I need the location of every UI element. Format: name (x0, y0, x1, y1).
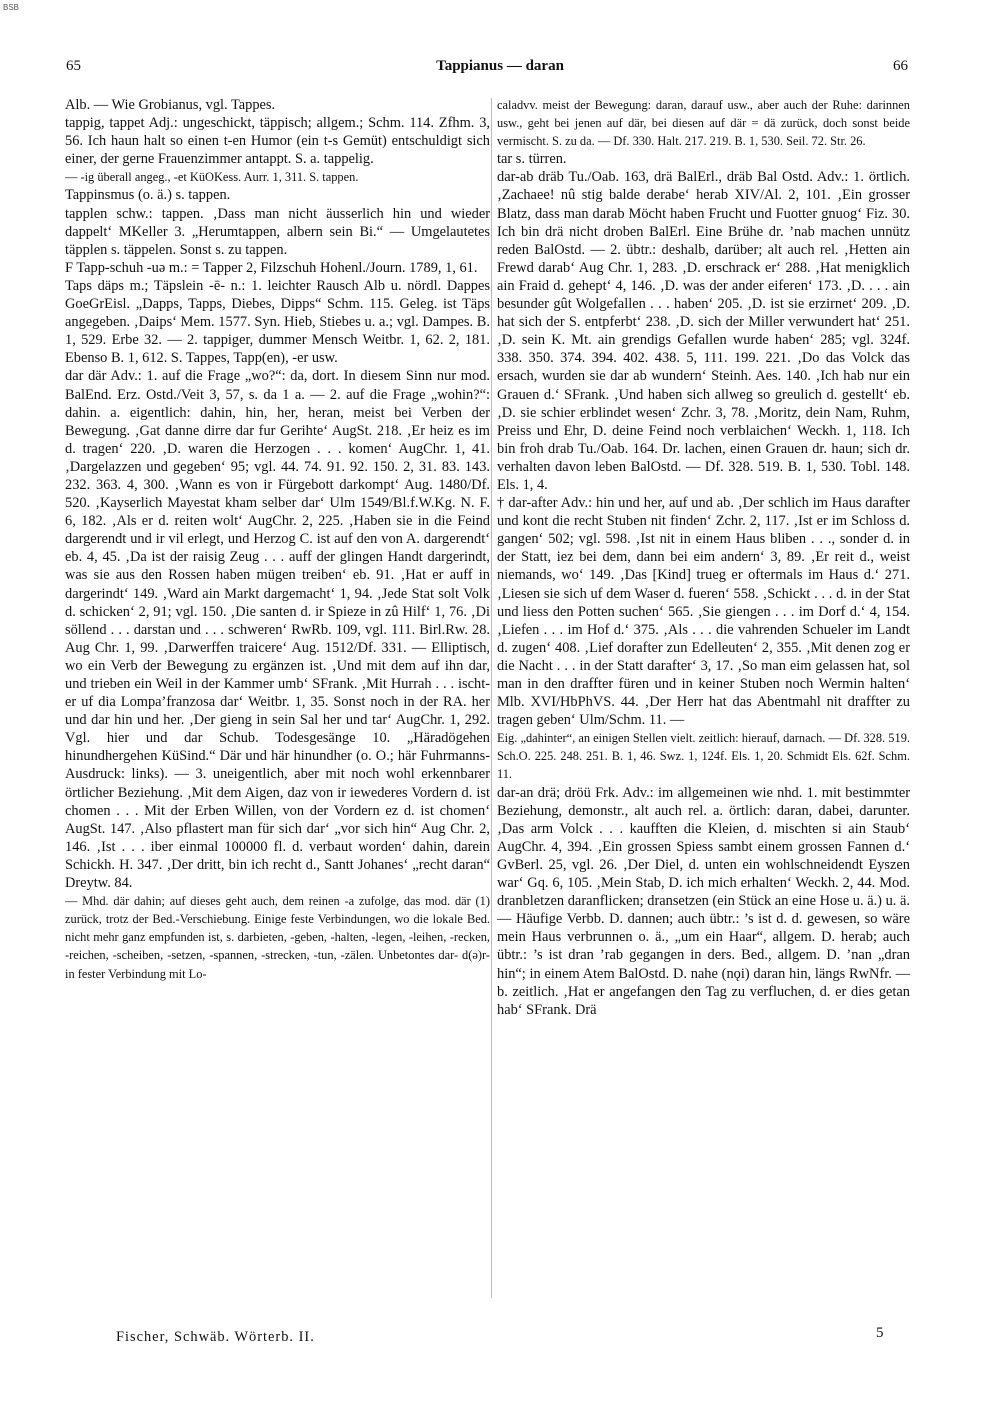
dictionary-entry: † dar-after Adv.: hin und her, auf und ab. ‚Der schlich im Haus darafter und kont die recht Stuben nit finden‘ Zchr. 2, 117. ‚Ist er im Schloss d. gangen‘ 502; vgl. 598. ‚Ist nit in einem Haus bliben . . ., sonder d. in der Statt, iez bei dem, dann bei eim andern‘ 3, 89. ‚Er reit d., weist niemands, wo‘ 149. ‚Das [Kind] trueg er oftermals im Haus d.‘ 271. ‚Liesen sie sich uf dem Waser d. fueren‘ 558. ‚Schickt . . . d. in der Stat und liess den Potten suchen‘ 565. ‚Sie giengen . . . im Dorf d.‘ 4, 154. ‚Liefen . . . im Hof d.‘ 375. ‚Als . . . die vahrenden Schueler im Landt d. zugen‘ 408. ‚Lief dorafter zun Edelleuten‘ 2, 355. ‚Mit denen zog er die Nacht . . . in der Statt darafter‘ 3, 17. ‚So man eim gelassen hat, sol man in den draffter füren und in keiner Stuben noch Wermin halten‘ Mlb. XVI/HbPhVS. 44. ‚Der Herr hat das Abentmahl nit draffter zu tragen geben‘ Ulm/Schm. 11. — (497, 495, 910, 729)
library-mark: BSB (3, 3, 20, 12)
signature-mark: 5 (876, 1325, 884, 1341)
column-divider (491, 98, 492, 1298)
dictionary-entry: — -ig überall angeg., -et KüOKess. Aurr. 1, 311. S. tappen. (65, 170, 359, 185)
page-number-left: 65 (66, 58, 81, 74)
dictionary-entry: caladvv. meist der Bewegung: daran, darauf usw., aber auch der Ruhe: darinnen usw., geht bei jenen auf där, bei diesen auf där = dä zurück, doch sonst beide vermischt. S. zu da. — Df. 330. Halt. 217. 219. B. 1, 530. Seil. 72. Str. 26. (497, 98, 910, 149)
left-column (65, 96, 490, 983)
page-number-right: 66 (893, 58, 908, 74)
dictionary-entry: tar s. türren. (497, 151, 567, 168)
dictionary-entry: — Mhd. där dahin; auf dieses geht auch, dem reinen -a zufolge, das mod. där (1) zurück, trotz der Bed.-Verschiebung. Einige feste Verbindungen, wo die lokale Bed. nicht mehr ganz empfunden ist, s. darbieten, -geben, -halten, -legen, -leihen, -recken, -reichen, -scheiben, -setzen, -spannen, -strecken, -tun, -zälen. Unbetontes dar- d(ə)r- in fester Verbindung mit Lo- (65, 894, 490, 981)
dictionary-entry: Alb. — Wie Grobianus, vgl. Tappes. (65, 97, 276, 113)
running-title: Tappianus — daran (436, 58, 564, 74)
dictionary-entry: F Tapp-schuh -uə m.: = Tapper 2, Filzschuh Hohenl./Journ. 1789, 1, 61. (65, 259, 478, 276)
dictionary-entry: Eig. „dahinter“, an einigen Stellen vielt. zeitlich: hierauf, darnach. — Df. 328. 519. Sch.O. 225. 248. 251. B. 1, 46. Swz. 1, 124f. Els. 1, 20. Schmidt Els. 62f. Schm. 11. (497, 731, 910, 782)
dictionary-entry: dar-ab dräb Tu./Oab. 163, drä BalErl., dräb Bal Ostd. Adv.: 1. örtlich. ‚Zachaee! nû stig balde derabe‘ herab XIV/Al. 2, 101. ‚Ein grosser Blatz, dass man darab Möcht haben Frucht und Fuotter gnuog‘ Fiz. 30. Ich bin drä nicht droben BalErl. Eine Brühe dr. ’nab machen unnütz reden BalOstd. — 2. übtr.: deshalb, darüber; alt auch rel. ‚Hetten ain Frewd darab‘ Aug Chr. 1, 283. ‚D. erschrack er‘ 288. ‚Hat menigklich ain Fraid d. gehept‘ 4, 146. ‚D. was der ander eiferen‘ 173. ‚D. . . . ain besunder gût Wolgefallen . . . haben‘ 205. ‚D. ist sie erzirnet‘ 209. ‚D. hat sich der S. entpferbt‘ 238. ‚D. sich der Miller verwundert hat‘ 251. ‚D. sein K. Mt. ain grendigs Gefallen wurde haben‘ 285; vgl. 324f. 338. 350. 374. 394. 402. 438. 5, 111. 199. 221. ‚Do das Volck das ersach, wurden sie dar ab wundern‘ Steinh. Aes. 140. ‚Ich hab nur ein Grauen d.‘ SFrank. ‚Und haben sich allweg so greulich d. gestellt‘ eb. ‚D. sie schier erblindet wesen‘ Zchr. 3, 78. ‚Moritz, dein Nam, Ruhm, Preiss und Ehr, D. deine Feind noch verblaichen‘ Weckh. 1, 118. Ich bin froh drab Tu./Oab. 164. Dr. lachen, einen Grauen dr. haun; sich dr. verhalten davon leben BalOstd. — Df. 328. 519. B. 1, 530. Tobl. 148. Els. 1, 4. (497, 169, 910, 493)
dictionary-entry: tappig, tappet Adj.: ungeschickt, täppisch; allgem.; Schm. 114. Zfhm. 3, 56. Ich haun halt so einen t-en Humor (ein t-s Gemüt) entschuldigt sich einer, der gerne Frauenzimmer antappt. S. a. tappelig. (65, 115, 490, 168)
dictionary-entry: dar där Adv.: 1. auf die Frage „wo?“: da, dort. In diesem Sinn nur mod. BalEnd. Erz. Ostd./Veit 3, 57, s. da 1 a. — 2. auf die Frage „wohin?“: dahin. a. eigentlich: dahin, hin, her, heran, meist bei Verben der Bewegung. ‚Gat danne dirre dar fur Gerihte‘ AugSt. 218. ‚Er heiz es im d. tragen‘ 220. ‚D. waren die Herzogen . . . komen‘ AugChr. 1, 41. ‚Dargelazzen und gegeben‘ 95; vgl. 44. 74. 91. 92. 150. 2, 31. 83. 143. 232. 363. 4, 300. ‚Wann es von ir Fürgebott darkompt‘ Aug. 1480/Df. 520. ‚Kayserlich Mayestat kham selber dar‘ Ulm 1549/Bl.f.W.Kg. N. F. 6, 182. ‚Als er d. reiten wolt‘ AugChr. 2, 225. ‚Haben sie in die Feind dargerendt und ir vil erlegt, und Herzog C. ist auf den von A. dargerendt‘ eb. 4, 45. ‚Da ist der raisig Zeug . . . auff der glingen Handt dargerindt, was sie aus den Rossen haben mügen treiben‘ eb. 91. ‚Hat er auff in dargerindt‘ 149. ‚Ward ain Markt dargemacht‘ 1, 94. ‚Jede Stat solt Volk d. schicken‘ 2, 91; vgl. 150. ‚Die santen d. ir Spieze in zû Hilf‘ 1, 76. ‚Di söllend . . . darstan und . . . schweren‘ RwRb. 109, vgl. 111. Birl.Rw. 28. Aug Chr. 1, 99. ‚Darwerffen traicere‘ Aug. 1512/Df. 331. — Elliptisch, wo ein Verb der Bewegung zu ergänzen ist. ‚Und mit dem auf ihn dar, und trieben ein Weil in der Kammer umb‘ SFrank. ‚Mit Hurrah . . . ischt-er uf dia Lompa’franzosa dar‘ Weitbr. 1, 35. Sonst noch in der RA. her und dar hin und her. ‚Der gieng in sein Sal her und tar‘ AugChr. 1, 292. Vgl. hier und dar Schub. Todesgesänge 10. „Häradögehen hinundhergehen KüSind.“ Där und här hinundher (o. O.; här Fuhrmanns-Ausdruck: links). — 3. uneigentlich, aber mit noch wohl erkennbarer örtlicher Beziehung. ‚Mit dem Aigen, daz von ir iewederes Vordern d. ist chomen . . . Mit der Erben Willen, von der Vordern ez d. ist chomen‘ AugSt. 147. ‚Also pflastert man für sich dar‘ „vor sich hin“ Aug Chr. 2, 146. ‚Ist . . . iber einmal 100000 fl. d. verbaut worden‘ dahin, darein Schickh. H. 347. ‚Der dritt, bin ich recht d., Santt Johanes‘ „recht daran“ Dreytw. 84. (65, 368, 490, 892)
dictionary-entry: tapplen schw.: tappen. ‚Dass man nicht äusserlich hin und wieder dappelt‘ MKeller 3. „Herumtappen, albern sein Bi.“ — Umgelautetes täpplen s. täppelen. Sonst s. zu tappen. (65, 205, 490, 258)
footer-credit: Fischer, Schwäb. Wörterb. II. (116, 1329, 315, 1345)
dictionary-entry: Tappinsmus (o. ä.) s. tappen. (65, 187, 231, 204)
dictionary-entry: Taps däps m.; Täpslein -ē- n.: 1. leichter Rausch Alb u. nördl. Dappes GoeGrEisl. „Dapps, Tapps, Diebes, Dipps“ Schm. 115. Geleg. ist Täps angegeben. ‚Daips‘ Mem. 1577. Syn. Hieb, Stiebes u. a.; vgl. Dampes. B. 1, 529. Erbe 32. — 2. tappiger, dummer Mensch Weitbr. 1, 62. 2, 181. Ebenso B. 1, 612. S. Tappes, Tapp(en), -er usw. (65, 277, 490, 367)
right-column (497, 96, 910, 1019)
dictionary-entry: dar-an drä; dröü Frk. Adv.: im allgemeinen wie nhd. 1. mit bestimmter Beziehung, demonstr., alt auch rel. a. örtlich: daran, dabei, darunter. ‚Das arm Volck . . . kaufften die Kleien, d. mischten si ain Staub‘ AugChr. 4, 394. ‚Ein grossen Spiess sambt einem grossen Fannen d.‘ GvBerl. 25, vgl. 26. ‚Der Diel, d. unten ein wohlschneidendt Eyszen war‘ Gq. 6, 105. ‚Mein Stab, D. ich mich erhalten‘ Weckh. 2, 44. Mod. dranbletzen daranflicken; dransetzen (ein Stück an eine Hose u. ä.) u. ä. — Häufige Verbb. D. dannen; auch übtr.: ’s ist d. d. gewesen, so wäre mein Haus verbrunnen o. ä., „um ein Haar“, allgem. D. herab; auch übtr.: ’s ist dran ’rab gegangen in ders. Bed., allgem. D. ’nan „dran hin“; in einem Atem BalOstd. D. nahe (nǫi) daran hin, längs RwNfr. — b. zeitlich. ‚Hat er angefangen den Tag zu verfluchen, d. er dies getan hab‘ SFrank. Drä (497, 784, 910, 1018)
